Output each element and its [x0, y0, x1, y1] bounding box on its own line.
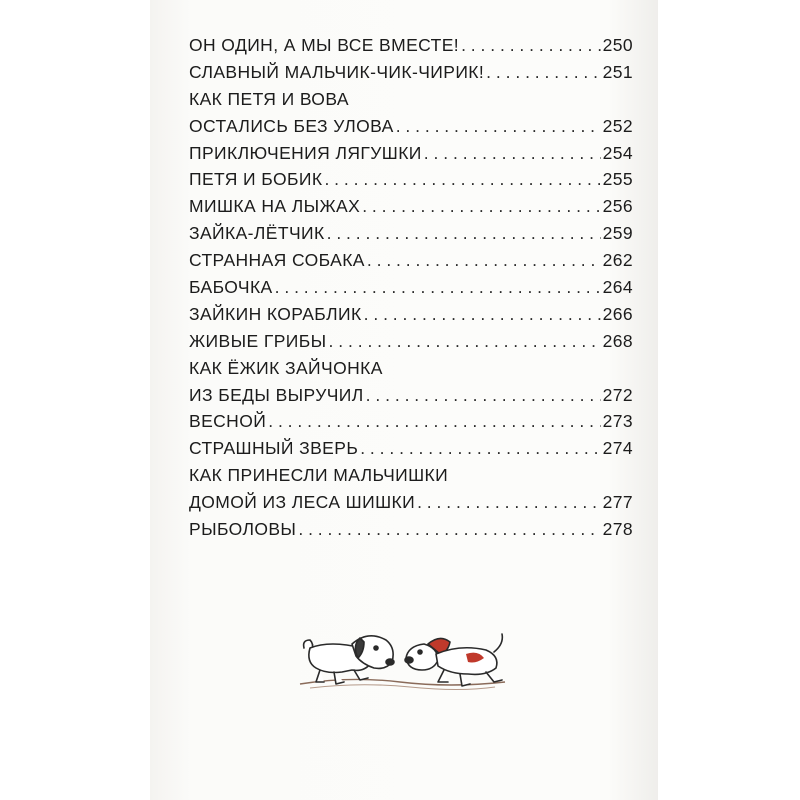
toc-entry-title: СЛАВНЫЙ МАЛЬЧИК-ЧИК-ЧИРИК!	[189, 61, 485, 82]
toc-entry-page: 255	[602, 169, 633, 190]
dot-leader	[362, 196, 600, 217]
toc-entry-page: 278	[602, 519, 633, 540]
toc-entry	[189, 519, 633, 546]
toc-entry	[189, 223, 633, 250]
toc-entry-title: ВЕСНОЙ	[189, 411, 267, 432]
toc-entry-page: 273	[602, 411, 633, 432]
toc-entry	[189, 196, 633, 223]
toc-entry-title: ЗАЙКА-ЛЁТЧИК	[189, 223, 325, 244]
toc-entry-page: 272	[602, 384, 633, 405]
toc-entry-title: ПРИКЛЮЧЕНИЯ ЛЯГУШКИ	[189, 142, 422, 163]
toc-entry-title: КАК ПЕТЯ И ВОВА	[189, 88, 349, 109]
ground-shadow	[300, 679, 505, 689]
toc-entry-page: 259	[602, 223, 633, 244]
dot-leader	[396, 116, 601, 137]
toc-entry-page: 266	[602, 303, 633, 324]
toc-entry-title: ОСТАЛИСЬ БЕЗ УЛОВА	[189, 115, 394, 136]
toc-entry-title: КАК ПРИНЕСЛИ МАЛЬЧИШКИ	[189, 465, 449, 486]
toc-entry	[189, 169, 633, 196]
right-puppy	[405, 634, 502, 686]
toc-entry-page: 262	[602, 250, 633, 271]
toc-entry-page: 277	[602, 492, 633, 513]
toc-entry	[189, 116, 633, 143]
toc-entry	[189, 358, 633, 385]
dot-leader	[360, 438, 600, 459]
toc-entry-title: ПЕТЯ И БОБИК	[189, 169, 323, 190]
toc-entry	[189, 62, 633, 89]
left-puppy	[304, 636, 394, 684]
toc-entry	[189, 89, 633, 116]
toc-entry-page: 264	[602, 277, 633, 298]
dot-leader	[364, 304, 601, 325]
toc-entry	[189, 438, 633, 465]
two-puppies-illustration	[290, 618, 530, 700]
toc-entry-page: 256	[602, 196, 633, 217]
toc-entry	[189, 411, 633, 438]
book-page	[150, 0, 658, 800]
dot-leader	[366, 385, 601, 406]
toc-entry-title: РЫБОЛОВЫ	[189, 519, 297, 540]
dot-leader	[275, 277, 601, 298]
toc-entry-title: ОН ОДИН, А МЫ ВСЕ ВМЕСТЕ!	[189, 35, 460, 55]
toc-entry	[189, 465, 633, 492]
toc-entry-title: МИШКА НА ЛЫЖАХ	[189, 196, 361, 217]
toc-entry-page: 254	[602, 142, 633, 163]
dot-leader	[298, 519, 600, 540]
toc-entry	[189, 331, 633, 358]
toc-entry	[189, 304, 633, 331]
toc-entry-page: 252	[602, 115, 633, 136]
toc-entry	[189, 143, 633, 170]
toc-entry-title: СТРАННАЯ СОБАКА	[189, 250, 365, 271]
toc-entry	[189, 492, 633, 519]
toc-entry	[189, 385, 633, 412]
toc-entry-title: ЖИВЫЕ ГРИБЫ	[189, 330, 327, 351]
dot-leader	[327, 223, 601, 244]
toc-entry-title: ЗАЙКИН КОРАБЛИК	[189, 303, 362, 324]
toc-entry-page: 251	[602, 61, 633, 82]
dot-leader	[324, 169, 600, 190]
toc-entry-title: КАК ЁЖИК ЗАЙЧОНКА	[189, 357, 383, 378]
dot-leader	[486, 62, 600, 83]
dot-leader	[417, 492, 601, 513]
toc-entry-page: 268	[602, 330, 633, 351]
table-of-contents	[189, 35, 633, 546]
toc-entry-title: СТРАШНЫЙ ЗВЕРЬ	[189, 438, 359, 459]
toc-entry	[189, 35, 633, 62]
toc-entry	[189, 277, 633, 304]
dot-leader	[329, 331, 601, 352]
toc-entry-title: ДОМОЙ ИЗ ЛЕСА ШИШКИ	[189, 492, 416, 513]
toc-entry-page: 274	[602, 438, 633, 459]
toc-entry-title: БАБОЧКА	[189, 277, 273, 298]
toc-entry	[189, 250, 633, 277]
toc-entry-page: 250	[602, 35, 633, 55]
dot-leader	[424, 143, 601, 164]
dot-leader	[268, 411, 600, 432]
toc-entry-title: ИЗ БЕДЫ ВЫРУЧИЛ	[189, 384, 364, 405]
dot-leader	[367, 250, 601, 271]
dot-leader	[461, 35, 601, 56]
